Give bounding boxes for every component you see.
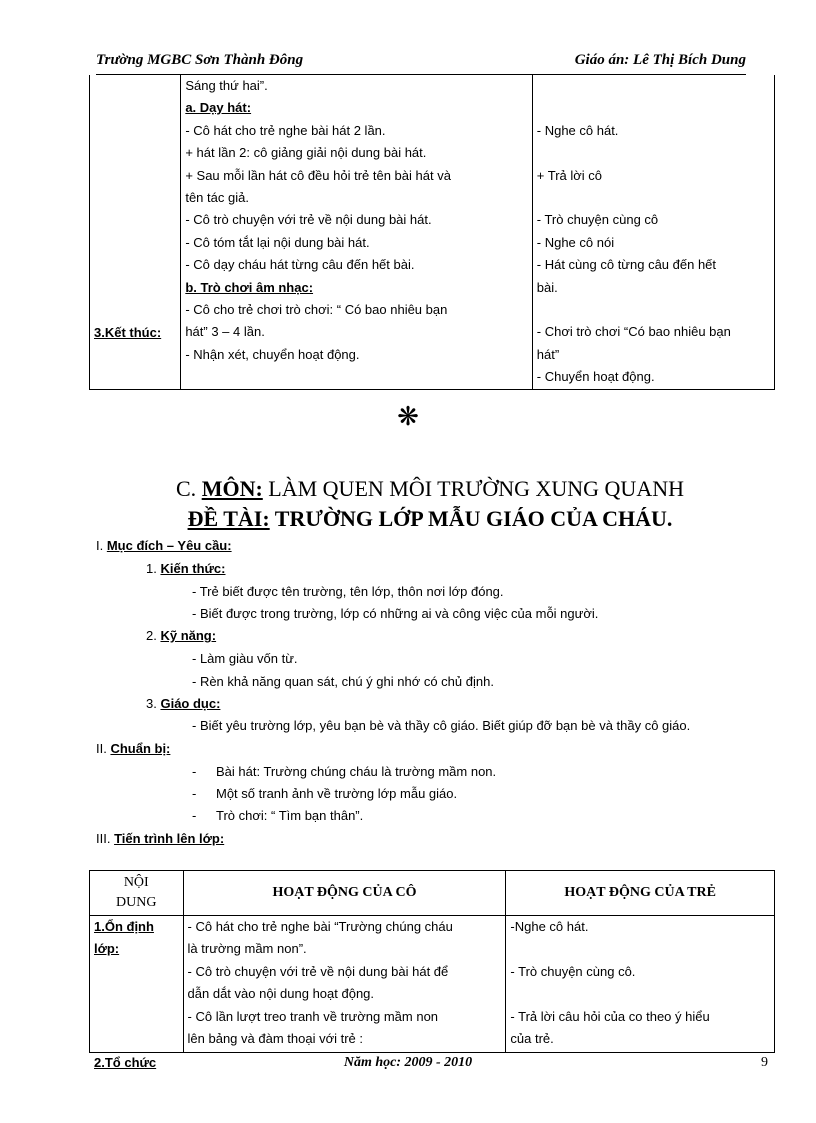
- table-line: - Nghe cô nói: [536, 234, 615, 250]
- header-teacher-activity: HOẠT ĐỘNG CỦA CÔ: [183, 871, 506, 916]
- table-line: - Nghe cô hát.: [536, 122, 619, 138]
- k-num: 1.: [146, 561, 161, 576]
- table-line: [510, 983, 770, 1005]
- section-3-heading: [96, 831, 224, 846]
- table-line: - Cô cho trẻ chơi trò chơi: “ Có bao nhiêu bạn: [185, 302, 448, 318]
- table-line: - Chuyển hoạt động.: [536, 369, 655, 385]
- footer-year: Năm học: 2009 - 2010: [343, 1055, 473, 1070]
- topic-title: [0, 506, 816, 532]
- dash: -: [192, 808, 197, 823]
- s-num: 2.: [146, 628, 161, 643]
- separator-star: ❋: [397, 402, 419, 432]
- table-line: - Cô tóm tắt lại nội dung bài hát.: [185, 234, 370, 250]
- table-line: a. Dạy hát:: [185, 100, 252, 116]
- table-line: -Nghe cô hát.: [510, 919, 589, 934]
- table-line: - Cô trò chuyện với trẻ về nội dung bài hát.: [185, 212, 432, 228]
- top-col3: [532, 75, 774, 389]
- section-2-heading: [96, 741, 170, 756]
- prep-2: [192, 786, 457, 801]
- dash: -: [192, 764, 197, 779]
- table-line: - Trò chuyện cùng cô: [536, 212, 659, 228]
- k-title: Kiến thức:: [160, 561, 226, 576]
- header-child-activity: HOẠT ĐỘNG CỦA TRẺ: [506, 871, 775, 916]
- label-on-dinh-lop: 1.Ổn định lớp:: [94, 919, 154, 956]
- table-line: [537, 142, 770, 164]
- prep-1: [192, 764, 496, 779]
- knowledge-2: - Biết được trong trường, lớp có những ai và công việc của mỗi người.: [192, 606, 599, 621]
- table-line: - Cô hát cho trẻ nghe bài “Trường chúng cháu: [187, 919, 453, 934]
- s3-num: III.: [96, 831, 115, 846]
- top-col2: [181, 75, 532, 389]
- s2-num: II.: [96, 741, 111, 756]
- prep-3-text: Trò chơi: “ Tìm bạn thân”.: [216, 808, 364, 823]
- table-line: - Trò chuyện cùng cô.: [510, 963, 636, 979]
- prep-1-text: Bài hát: Trường chúng cháu là trường mầm non.: [216, 764, 497, 779]
- header-noi: NỘI: [123, 875, 149, 890]
- table-line: - Cô dạy cháu hát từng câu đến hết bài.: [185, 257, 415, 273]
- table-line: [537, 187, 770, 209]
- skills-heading: [146, 628, 216, 643]
- table-line: [510, 938, 770, 960]
- table-line: bài.: [536, 279, 558, 295]
- header-noi-dung: [90, 871, 184, 916]
- table-line: b. Trò chơi âm nhạc:: [185, 279, 314, 295]
- knowledge-1: - Trẻ biết được tên trường, tên lớp, thôn nơi lớp đóng.: [192, 584, 504, 599]
- content-col1: [90, 916, 184, 1070]
- lesson-table-top: [89, 75, 775, 390]
- page-header: [96, 50, 746, 75]
- title-rest: LÀM QUEN MÔI TRƯỜNG XUNG QUANH: [262, 476, 684, 501]
- table-line: dẫn dắt vào nội dung hoạt động.: [187, 986, 375, 1002]
- dash: -: [192, 786, 197, 801]
- prep-2-text: Một số tranh ảnh về trường lớp mẫu giáo.: [216, 786, 458, 801]
- title-prefix: C.: [176, 476, 202, 501]
- header-dung: DUNG: [116, 895, 157, 910]
- teacher-name: Giáo án: Lê Thị Bích Dung: [574, 52, 746, 68]
- content-col2: [183, 916, 506, 1053]
- school-name: Trường MGBC Sơn Thành Đông: [96, 52, 304, 68]
- subject-title: [0, 476, 816, 502]
- table-line: + Trả lời cô: [536, 167, 603, 183]
- g-title: Giáo dục:: [160, 696, 221, 711]
- table-line: - Trả lời câu hỏi của co theo ý hiểu: [510, 1008, 710, 1024]
- table-line: - Nhận xét, chuyển hoạt động.: [185, 346, 360, 362]
- top-col1: [90, 75, 181, 389]
- table-line: [537, 299, 770, 321]
- skills-1: - Làm giàu vốn từ.: [192, 651, 298, 666]
- table-line: tên tác giả.: [185, 190, 249, 206]
- topic-rest: TRƯỜNG LỚP MẪU GIÁO CỦA CHÁU.: [269, 506, 673, 531]
- table-line: hát” 3 – 4 lần.: [185, 324, 265, 340]
- s1-num: I.: [96, 538, 107, 553]
- table-line: + Sau mỗi lần hát cô đều hỏi trẻ tên bài hát và: [185, 167, 451, 183]
- table-line: Sáng thứ hai”.: [185, 78, 268, 93]
- s3-title: Tiến trình lên lớp:: [114, 831, 225, 846]
- content-col3: [506, 916, 775, 1053]
- table-line: - Chơi trò chơi “Có bao nhiêu bạn: [536, 324, 731, 340]
- topic-label: ĐỀ TÀI:: [187, 506, 270, 531]
- s-title: Kỹ năng:: [160, 628, 217, 643]
- table-line: của trẻ.: [510, 1031, 554, 1047]
- skills-2: - Rèn khả năng quan sát, chú ý ghi nhớ có chủ định.: [192, 674, 494, 689]
- table-line: là trường mầm non”.: [187, 941, 307, 957]
- table-line: hát”: [536, 346, 560, 362]
- prep-3: [192, 808, 363, 823]
- knowledge-heading: [146, 561, 226, 576]
- s2-title: Chuẩn bị:: [110, 741, 171, 756]
- education-heading: [146, 696, 220, 711]
- education-1: - Biết yêu trường lớp, yêu bạn bè và thầy cô giáo. Biết giúp đỡ bạn bè và thầy cô giáo.: [192, 718, 691, 733]
- label-to-chuc: 2.Tổ chức: [94, 1055, 157, 1070]
- section-label-ket-thuc: 3.Kết thúc:: [94, 325, 162, 340]
- s1-title: Mục đích – Yêu cầu:: [106, 538, 232, 553]
- table-line: - Cô hát cho trẻ nghe bài hát 2 lần.: [185, 122, 386, 138]
- g-num: 3.: [146, 696, 161, 711]
- table-line: [537, 75, 770, 97]
- table-line: + hát lần 2: cô giảng giải nội dung bài hát.: [185, 145, 427, 161]
- table-line: - Cô trò chuyện với trẻ về nội dung bài hát để: [187, 963, 449, 979]
- page-number: 9: [761, 1055, 768, 1070]
- table-line: lên bảng và đàm thoại với trẻ :: [187, 1031, 363, 1047]
- table-line: - Cô lần lượt treo tranh về trường mầm non: [187, 1008, 439, 1024]
- table-line: - Hát cùng cô từng câu đến hết: [536, 257, 717, 273]
- title-label: MÔN:: [201, 476, 263, 501]
- table-line: [537, 97, 770, 119]
- section-1-heading: [96, 538, 232, 553]
